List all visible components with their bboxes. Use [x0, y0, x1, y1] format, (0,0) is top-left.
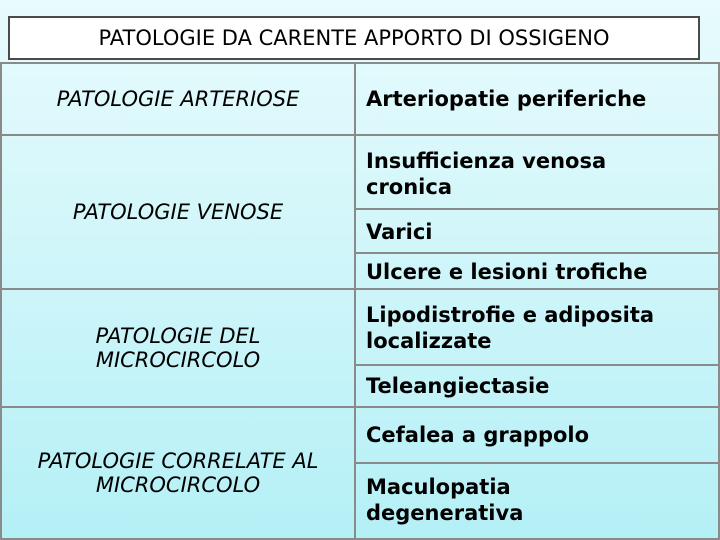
- row-divider-venous-2: [354, 252, 720, 254]
- category-microcirculation-related: PATOLOGIE CORRELATE AL MICROCIRCOLO: [37, 449, 319, 497]
- row-divider-1: [0, 134, 720, 136]
- row-divider-related-1: [354, 462, 720, 464]
- item-cluster-headache: Cefalea a grappolo: [366, 423, 590, 447]
- item-telangiectasia: Teleangiectasie: [366, 374, 550, 398]
- row-divider-venous-1: [354, 208, 720, 210]
- category-venous: PATOLOGIE VENOSE: [72, 200, 284, 224]
- item-macular-degeneration: Maculopatia degenerativa: [366, 475, 524, 525]
- item-ulcers: Ulcere e lesioni trofiche: [366, 260, 648, 284]
- row-divider-3: [0, 406, 720, 408]
- category-arterial: PATOLOGIE ARTERIOSE: [56, 87, 300, 111]
- item-lipodystrophy: Lipodistrofie e adiposita localizzate: [366, 303, 655, 353]
- item-varicose-veins: Varici: [366, 220, 433, 244]
- table-title: PATOLOGIE DA CARENTE APPORTO DI OSSIGENO: [8, 16, 700, 60]
- row-divider-2: [0, 288, 720, 290]
- category-microcirculation: PATOLOGIE DEL MICROCIRCOLO: [95, 324, 261, 372]
- item-venous-insufficiency: Insufficienza venosa cronica: [366, 149, 607, 199]
- row-divider-micro-1: [354, 364, 720, 366]
- item-arteriopathy: Arteriopatie periferiche: [366, 87, 647, 111]
